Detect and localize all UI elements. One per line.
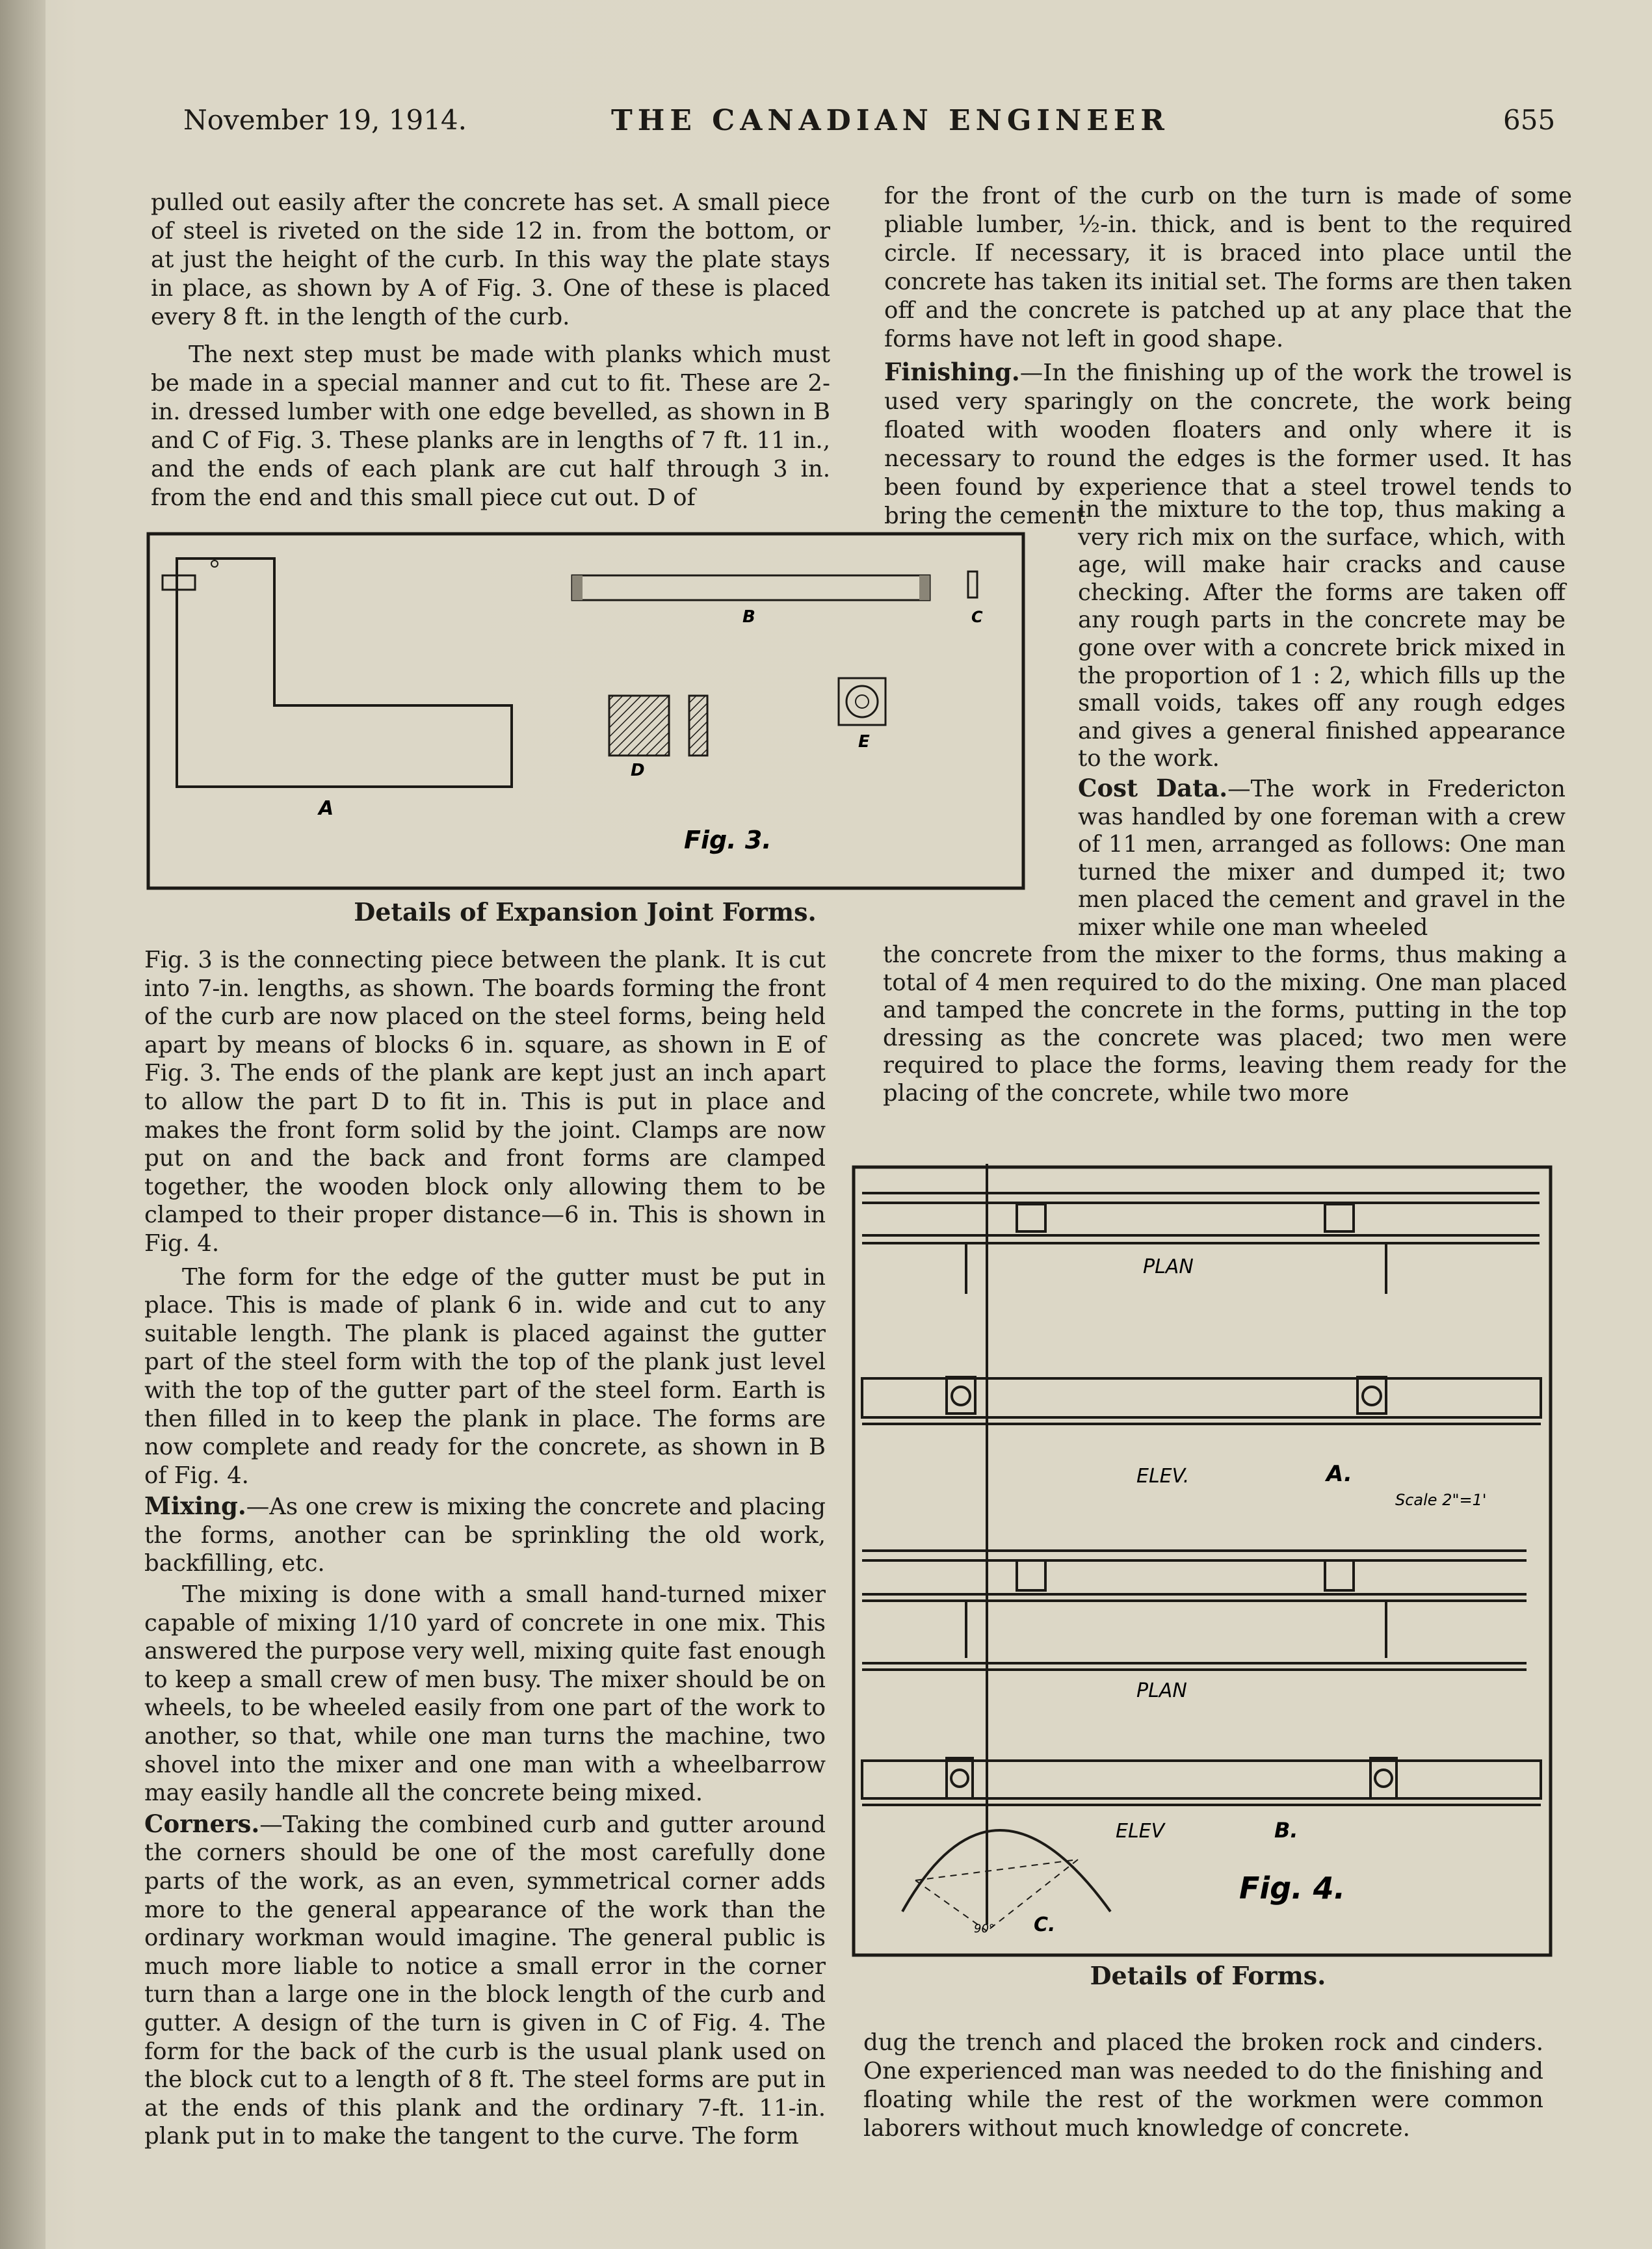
fig4-label-a: A.	[1326, 1461, 1352, 1487]
left-column-bottom: Fig. 3 is the connecting piece between the plank. It is cut into 7-in. lengths, as shown. The boards forming the front of the curb are now placed on the steel forms, being held apart by means of blocks 6 in. square, as shown in E of Fig. 3. The ends of the plank are kept just an inch apart to allow the part D to fit in. This is put in place and makes the front form solid by the joint. Clamps are now put on and the back and front forms are clamped together, the wooden block only allowing them to be clamped to their proper distance—6 in. This is shown in Fig. 4. The form for the edge of the gutter must be put in place. This is made of plank 6 in. wide and cut to any suitable length. The plank is placed against the gutter part of the steel form with the top of the plank just level with the top of the gutter part of the steel form. Earth is then filled in to keep the plank in place. The forms are now complete and ready for the concrete, as shown in B of Fig. 4. Mixing.—As one crew is mixing the concrete and placing the forms, another can be sprinkling the old work, backfilling, etc. The mixing is done with a small hand-turned mixer capable of mixing 1/10 yard of concrete in one mix. This answered the purpose very well, mixing quite fast enough to keep a small crew of men busy. The mixer should be on wheels, to be wheeled easily from one part of the work to another, so that, while one man turns the machine, two shovel into the mixer and one man with a wheelbarrow may easily handle all the concrete being mixed. Corners.—Taking the combined curb and gutter around the corners should be one of the most carefully done parts of the work, as an even, symmetrical corner adds more to the general appearance of the work than the ordinary workman would imagine. The general public is much more liable to notice a small error in the corner turn than a large one in the block length of the curb and gutter. A design of the turn is given in C of Fig. 4. The form for the back of the curb is the usual plank used on the block cut to a length of 8 ft. The steel forms are put in at the ends of this plank and the ordinary 7-ft. 11-in. plank put in to make the tangent to the curve. The form	[144, 947, 826, 2150]
piece-c-shape	[968, 572, 977, 598]
cost-data-heading: Cost Data.	[1078, 773, 1228, 802]
right-column-wrap: in the mixture to the top, thus making a very rich mix on the surface, which, with age, will make hair cracks and cause checking. After the forms are taken off any rough parts in the concrete may be gone over with a concrete brick mixed in the proportion of 1 : 2, which fills up the small voids, takes off any rough edges and gives a general finished appearance to the work. Cost Data.—The work in Fredericton was handled by one foreman with a crew of 11 men, arranged as follows: One man turned the mixer and dumped it; two men placed the cement and gravel in the mixer while one man wheeled	[1078, 496, 1566, 941]
paragraph: The mixing is done with a small hand-turned mixer capable of mixing 1/10 yard of concrete in one mix. This answered the purpose very well, mixing quite fast enough to keep a small crew of men busy. The mixer should be on wheels, to be wheeled easily from one part of the work to another, so that, while one man turns the machine, two shovel into the mixer and one man with a wheelbarrow may easily handle all the concrete being mixed.	[144, 1581, 826, 1807]
finishing-heading: Finishing.	[884, 358, 1020, 386]
fig4-scale: Scale 2"=1'	[1395, 1491, 1487, 1509]
fig3-label-d: D	[631, 761, 645, 780]
fig4-label: Fig. 4.	[1239, 1871, 1346, 1906]
fig4-plan-label-2: PLAN	[1136, 1679, 1187, 1702]
fig3-label-a: A	[319, 797, 334, 820]
corners-heading: Corners.	[144, 1809, 260, 1838]
paragraph: pulled out easily after the concrete has set. A small piece of steel is riveted on the side 12 in. from the bottom, or at just the height of the curb. In this way the plate stays in place, as shown by A of Fig. 3. One of these is placed every 8 ft. in the length of the curb.	[151, 189, 830, 330]
paragraph: the concrete from the mixer to the forms, thus making a total of 4 men required to do the mixing. One man placed and tamped the concrete in the forms, putting in the top dressing as the concrete was placed; two men were required to place the forms, leaving them ready for the placing of the concrete, while two more	[883, 941, 1567, 1107]
fig3-label-b: B	[742, 607, 755, 627]
fig4-plan-label: PLAN	[1143, 1256, 1194, 1278]
paragraph: The form for the edge of the gutter must be put in place. This is made of plank 6 in. wide and cut to any suitable length. The plank is placed against the gutter part of the steel form with the top of the plank just level with the top of the gutter part of the steel form. Earth is then filled in to keep the plank in place. The forms are now complete and ready for the concrete, as shown in B of Fig. 4.	[144, 1263, 826, 1489]
left-column-top	[151, 189, 830, 512]
page-binding-shadow	[0, 0, 46, 2249]
mixing-heading: Mixing.	[144, 1492, 246, 1521]
paragraph: dug the trench and placed the broken rock and cinders. One experienced man was needed to do the finishing and floating while the rest of the workmen were common laborers without much knowledge of concrete.	[863, 2029, 1543, 2142]
right-column-bottom	[863, 2029, 1543, 2143]
right-column-top: for the front of the curb on the turn is made of some pliable lumber, ½-in. thick, and is bent to the required circle. If necessary, it is braced into place until the concrete has taken its initial set. The forms are then taken off and the concrete is patched up at any place that the forms have not left in good shape. Finishing.—In the finishing up of the work the trowel is used very sparingly on the concrete, the work being floated with wooden floaters and only where it is necessary to round the edges is the former used. It has been found by experience that a steel trowel tends to bring the cement	[884, 183, 1572, 529]
fig4-label-b: B.	[1274, 1818, 1298, 1843]
piece-d-shape	[609, 696, 669, 756]
fig3-label-e: E	[858, 732, 870, 752]
fig4-angle: 90°	[974, 1922, 995, 1936]
page-number: 655	[1503, 104, 1556, 136]
paragraph: Fig. 3 is the connecting piece between the plank. It is cut into 7-in. lengths, as shown. The boards forming the front of the curb are now placed on the steel forms, being held apart by means of blocks 6 in. square, as shown in E of Fig. 3. The ends of the plank are kept just an inch apart to allow the part D to fit in. This is put in place and makes the front form solid by the joint. Clamps are now put on and the back and front forms are clamped together, the wooden block only allowing them to be clamped to their proper distance—6 in. This is shown in Fig. 4.	[144, 947, 826, 1257]
fig3-label: Fig. 3.	[684, 826, 772, 854]
steel-plate-shape	[177, 559, 512, 787]
paragraph: in the mixture to the top, thus making a very rich mix on the surface, which, with age, will make hair cracks and cause checking. After the forms are taken off any rough parts in the concrete may be gone over with a concrete brick mixed in the proportion of 1 : 2, which fills up the small voids, takes off any rough edges and gives a general finished appearance to the work.	[1078, 496, 1566, 772]
figure-4-details-of-forms	[850, 1164, 1554, 1960]
right-column-mid	[883, 941, 1567, 1108]
issue-date: November 19, 1914.	[183, 104, 467, 136]
figure-3-expansion-joint-forms	[144, 530, 1027, 894]
fig4-elev-a-label: ELEV.	[1136, 1465, 1190, 1488]
fig4-caption: Details of Forms.	[1090, 1961, 1326, 1990]
plank-b-shape	[572, 575, 930, 600]
fig3-caption: Details of Expansion Joint Forms.	[354, 897, 817, 927]
fig3-label-c: C	[971, 608, 983, 626]
fig4-elev-b-label: ELEV	[1116, 1820, 1165, 1843]
journal-title: THE CANADIAN ENGINEER	[611, 104, 1170, 137]
paragraph: for the front of the curb on the turn is made of some pliable lumber, ½-in. thick, and is bent to the required circle. If necessary, it is braced into place until the concrete has taken its initial set. The forms are then taken off and the concrete is patched up at any place that the forms have not left in good shape.	[884, 183, 1572, 352]
fig4-label-c: C.	[1034, 1914, 1056, 1936]
paragraph: The next step must be made with planks which must be made in a special manner and cut to fit. These are 2-in. dressed lumber with one edge bevelled, as shown in B and C of Fig. 3. These planks are in lengths of 7 ft. 11 in., and the ends of each plank are cut half through 3 in. from the end and this small piece cut out. D of	[151, 341, 830, 511]
